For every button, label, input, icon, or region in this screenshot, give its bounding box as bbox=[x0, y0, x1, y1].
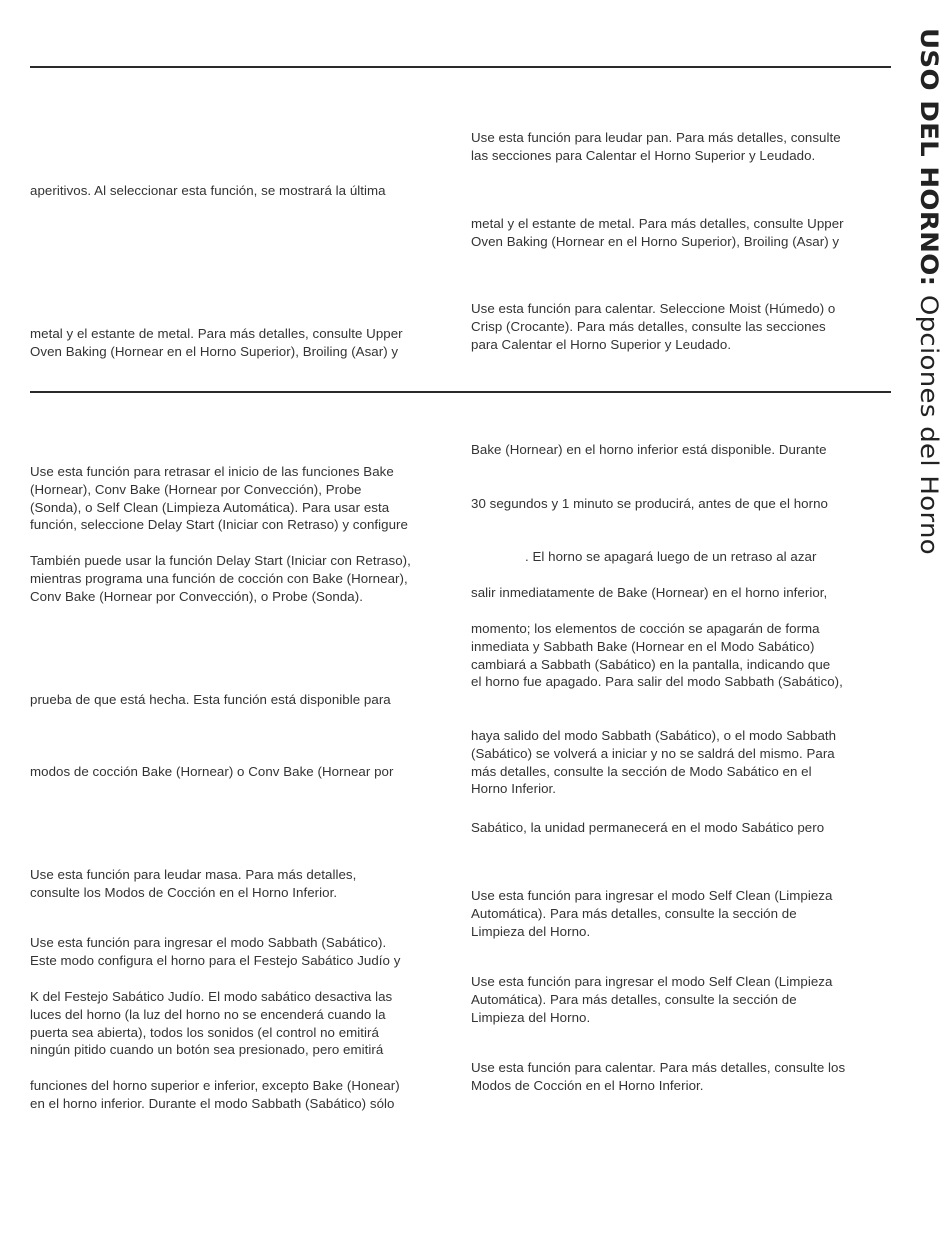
bottom-right-paragraph-8: Use esta función para ingresar el modo Self Clean (Limpieza Automática). Para más detalles, consulte la sección de Limpieza del Horno. bbox=[471, 888, 833, 939]
bottom-left-paragraph-8: funciones del horno superior e inferior, excepto Bake (Honear) en el horno inferior. Durante el modo Sabbath (Sabático) sólo bbox=[30, 1078, 400, 1111]
bottom-right-paragraph-7: Sabático, la unidad permanecerá en el modo Sabático pero bbox=[471, 820, 825, 835]
top-left-paragraph-2: metal y el estante de metal. Para más detalles, consulte Upper Oven Baking (Hornear en el Horno Superior), Broiling (Asar) y bbox=[30, 326, 403, 359]
side-title bbox=[912, 28, 950, 598]
top-right-paragraph-3: Use esta función para calentar. Seleccione Moist (Húmedo) o Crisp (Crocante). Para más detalles, consulte las secciones para Calentar el Horno Superior y Leudado. bbox=[471, 301, 836, 352]
bottom-left-paragraph-6: Use esta función para ingresar el modo Sabbath (Sabático). Este modo configura el horno para el Festejo Sabático Judío y bbox=[30, 935, 401, 968]
side-title-main: USO DEL HORNO: bbox=[914, 28, 943, 287]
bottom-right-paragraph-10: Use esta función para calentar. Para más detalles, consulte los Modos de Cocción en el Horno Inferior. bbox=[471, 1060, 846, 1093]
top-left-paragraph-1: aperitivos. Al seleccionar esta función, se mostrará la última bbox=[30, 183, 386, 198]
top-divider bbox=[30, 66, 891, 68]
side-title-sub: Opciones del Horno bbox=[914, 286, 943, 556]
top-right-paragraph-1: Use esta función para leudar pan. Para más detalles, consulte las secciones para Calentar el Horno Superior y Leudado. bbox=[471, 130, 841, 163]
bottom-right-paragraph-6: haya salido del modo Sabbath (Sabático), o el modo Sabbath (Sabático) se volverá a iniciar y no se saldrá del mismo. Para más detalles, consulte la sección de Modo Sabático en el Horno Inferior. bbox=[471, 728, 837, 797]
top-right-paragraph-2: metal y el estante de metal. Para más detalles, consulte Upper Oven Baking (Hornear en el Horno Superior), Broiling (Asar) y bbox=[471, 216, 844, 249]
bottom-right-paragraph-3: . El horno se apagará luego de un retraso al azar bbox=[525, 549, 817, 564]
bottom-left-paragraph-7: K del Festejo Sabático Judío. El modo sabático desactiva las luces del horno (la luz del horno no se encenderá cuando la puerta sea abierta), todos los sonidos (el control no emitirá ningún pitido cuando un botón sea presionado, pero emitirá bbox=[30, 989, 393, 1058]
bottom-left-paragraph-5: Use esta función para leudar masa. Para más detalles, consulte los Modos de Cocción en el Horno Inferior. bbox=[30, 867, 357, 900]
bottom-left-paragraph-1: Use esta función para retrasar el inicio de las funciones Bake (Hornear), Conv Bake (Hornear por Convección), Probe (Sonda), o Self Clean (Limpieza Automática). Para usar esta función, seleccione Delay Start (Iniciar con Retraso) y configure bbox=[30, 464, 408, 533]
bottom-left-paragraph-2: También puede usar la función Delay Start (Iniciar con Retraso), mientras programa una función de cocción con Bake (Hornear), Conv Bake (Hornear por Convección), o Probe (Sonda). bbox=[30, 553, 411, 604]
bottom-right-paragraph-1: Bake (Hornear) en el horno inferior está disponible. Durante bbox=[471, 442, 827, 457]
bottom-right-paragraph-4: salir inmediatamente de Bake (Hornear) en el horno inferior, bbox=[471, 585, 828, 600]
side-title-text bbox=[912, 28, 945, 555]
bottom-left-paragraph-3: prueba de que está hecha. Esta función está disponible para bbox=[30, 692, 391, 707]
middle-divider bbox=[30, 391, 891, 393]
bottom-left-paragraph-4: modos de cocción Bake (Hornear) o Conv Bake (Hornear por bbox=[30, 764, 394, 779]
bottom-right-paragraph-5: momento; los elementos de cocción se apagarán de forma inmediata y Sabbath Bake (Hornear en el Modo Sabático) cambiará a Sabbath (Sabático) en la pantalla, indicando que el horno fue apagado. Para salir del modo Sabbath (Sabático), bbox=[471, 621, 843, 690]
bottom-right-paragraph-2: 30 segundos y 1 minuto se producirá, antes de que el horno bbox=[471, 496, 828, 511]
bottom-right-paragraph-9: Use esta función para ingresar el modo Self Clean (Limpieza Automática). Para más detalles, consulte la sección de Limpieza del Horno. bbox=[471, 974, 833, 1025]
